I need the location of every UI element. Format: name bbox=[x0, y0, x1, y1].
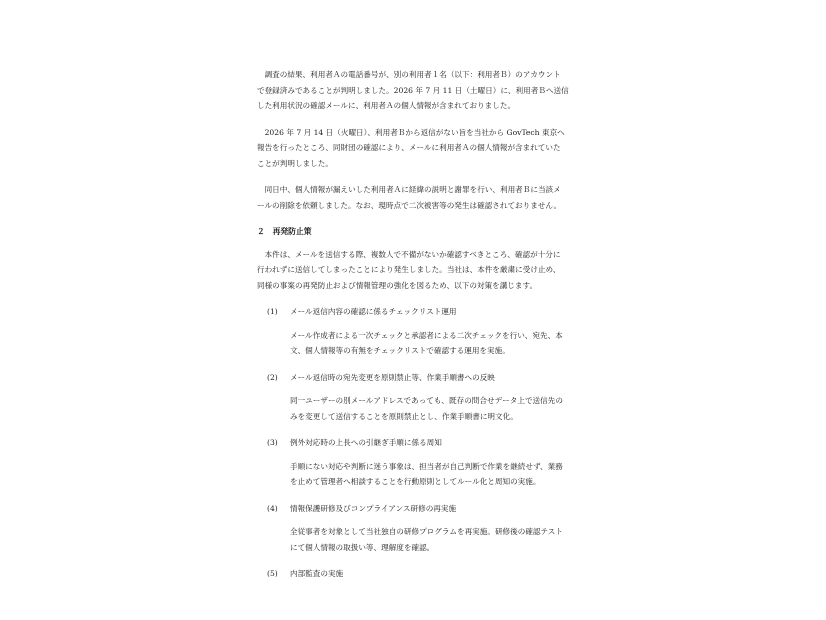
list-item bbox=[257, 566, 572, 582]
list-item bbox=[257, 370, 572, 425]
item-number: (3) bbox=[267, 438, 278, 447]
document-page bbox=[257, 67, 572, 590]
paragraph-report-to-govtech: 2026 年 7 月 14 日（火曜日）、利用者Ｂから返信がない旨を当社から GovTech 東京へ 報告を行ったところ、同財団の確認により、メールに利用者Ａの個人情報が含まれていた ことが判明しました。 bbox=[257, 127, 565, 168]
paragraph-investigation-result: 調査の結果、利用者Ａの電話番号が、別の利用者１名（以下：利用者Ｂ）のアカウント で登録済みであることが判明しました。2026 年 7 月 11 日（土曜日）に、利用者Ｂへ送信 した利用状況の確認メールに、利用者Ａの個人情報が含まれておりました。 bbox=[257, 70, 569, 110]
item-title: 例外対応時の上長への引継ぎ手順に係る周知 bbox=[290, 438, 442, 447]
item-title: 情報保護研修及びコンプライアンス研修の再実施 bbox=[290, 503, 457, 513]
item-number: (5) bbox=[267, 569, 278, 578]
item-number: (4) bbox=[267, 503, 278, 513]
list-item bbox=[257, 304, 572, 359]
item-body: 同一ユーザーの別メールアドレスであっても、既存の問合せデータ上で送信先の みを変更して送信することを原則禁止とし、作業手順書に明文化。 bbox=[290, 396, 563, 421]
paragraph-apology-and-deletion: 同日中、個人情報が漏えいした利用者Ａに経緯の説明と謝罪を行い、利用者Ｂに当該メ ールの削除を依頼しました。なお、現時点で二次被害等の発生は確認されておりません。 bbox=[257, 185, 562, 210]
list-item bbox=[257, 435, 572, 490]
item-body: 全従事者を対象として当社独自の研修プログラムを再実施。研修後の確認テスト にて個人情報の取扱い等、理解度を確認。 bbox=[290, 527, 563, 552]
item-body: メール作成者による一次チェックと承認者による二次チェックを行い、宛先、本 文、個人情報等の有無をチェックリストで確認する運用を実施。 bbox=[290, 330, 563, 355]
item-number: (1) bbox=[267, 307, 278, 316]
item-title: メール返信時の宛先変更を原則禁止等、作業手順書への反映 bbox=[290, 372, 495, 382]
item-title: メール返信内容の確認に係るチェックリスト運用 bbox=[290, 307, 457, 316]
item-title: 内部監査の実施 bbox=[290, 569, 344, 578]
paragraph-prevention-intro: 本件は、メールを送信する際、複数人で不備がないか確認すべきところ、確認が十分に 行われずに送信してしまったことにより発生しました。当社は、本件を厳粛に受け止め、 同様の事案の再発防止および情報管理の強化を図るため、以下の対策を講じます。 bbox=[257, 249, 561, 290]
item-number: (2) bbox=[267, 372, 278, 382]
item-body: 手順にない対応や判断に迷う事象は、担当者が自己判断で作業を継続せず、業務 を止めて管理者へ相談することを行動原則としてルール化と周知の実施。 bbox=[290, 461, 563, 486]
list-item bbox=[257, 501, 572, 556]
section-heading-prevention: ２ 再発防止策 bbox=[257, 227, 312, 236]
